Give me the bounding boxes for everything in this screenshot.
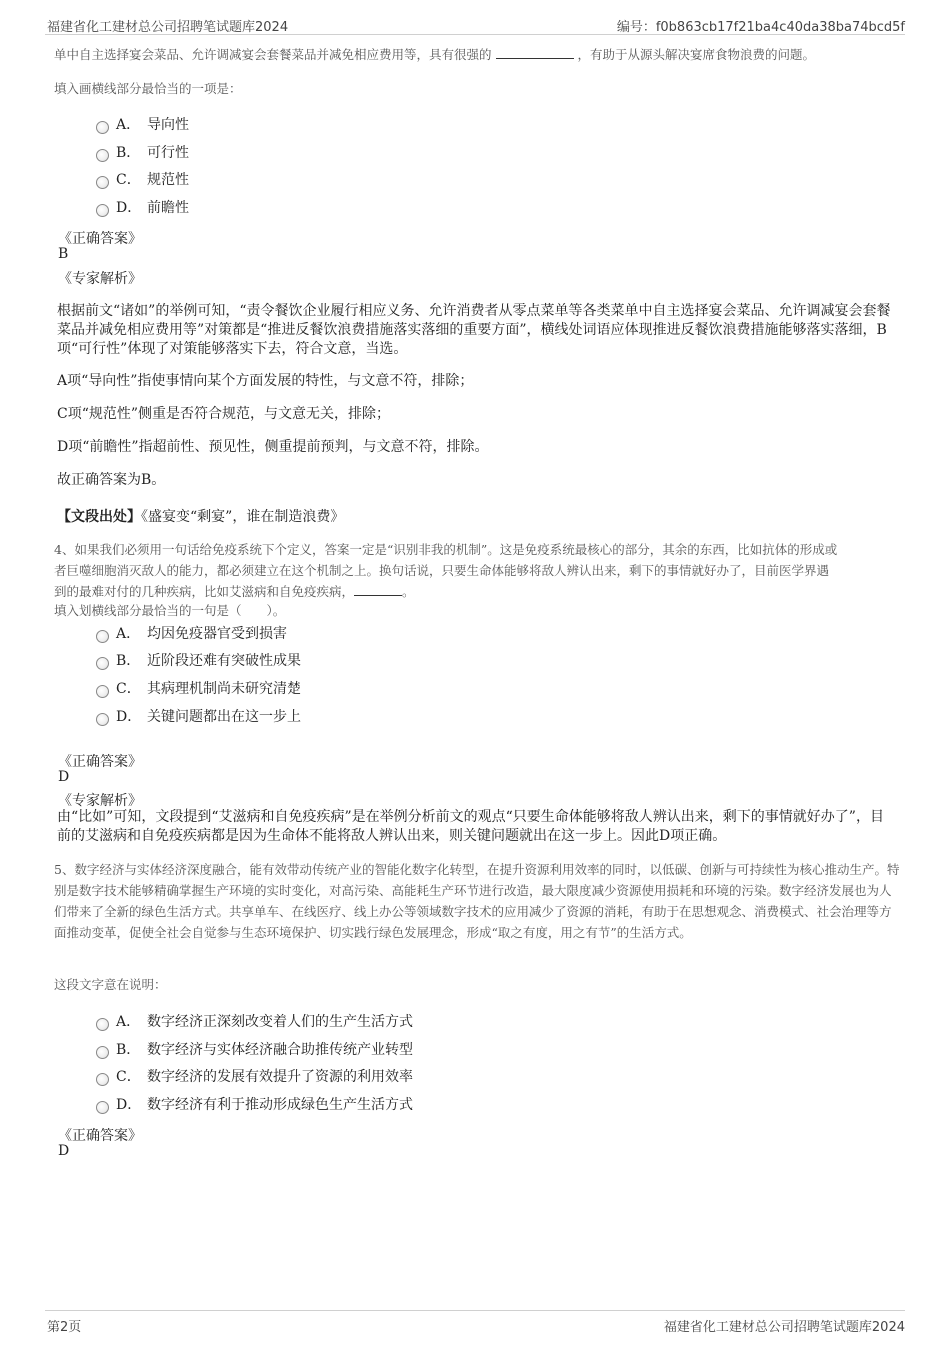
q3-analysis-label: 《专家解析》 [58,271,142,287]
q3-option-a[interactable]: A． 导向性 [96,114,189,134]
radio-icon[interactable] [96,176,109,189]
q3-prompt: 填入画横线部分最恰当的一项是： [54,81,242,96]
q5-stem: 5、数字经济与实体经济深度融合，能有效带动传统产业的智能化数字化转型，在提升资源利用效率的同时，以低碳、创新与可持续性为核心推动生产。特别是数字技术能够精确掌握生产环境的实时变化，对高污染、高能耗生产环节进行改造，最大限度减少资源使用损耗和环境的污染。数字经济发展也为人们带来了全新的绿色生活方式。共享单车、在线医疗、线上办公等领域数字技术的应用减少了资源的消耗，有助于在思想观念、消费模式、社会治理等方面推动变革，促使全社会自觉参与生态环境保护、切实践行绿色发展理念，形成“取之有度，用之有节”的生活方式。 [54,862,900,940]
radio-icon[interactable] [96,1018,109,1031]
q4-option-d[interactable]: D． 关键问题都出在这一步上 [96,706,301,726]
q5-option-d[interactable]: D． 数字经济有利于推动形成绿色生产生活方式 [96,1094,413,1114]
radio-icon[interactable] [96,1046,109,1059]
q3-source [57,506,344,526]
q4-option-a[interactable]: A． 均因免疫器官受到损害 [96,623,287,643]
radio-icon[interactable] [96,630,109,643]
radio-icon[interactable] [96,149,109,162]
q3-analysis-c: C项“规范性”侧重是否符合规范，与文意无关，排除； [57,406,391,422]
q5-prompt: 这段文字意在说明： [54,977,167,992]
q4-answer: D [58,769,70,785]
q4-option-c[interactable]: C． 其病理机制尚未研究清楚 [96,678,301,698]
q3-option-b[interactable]: B． 可行性 [96,142,189,162]
q5-option-a[interactable]: A． 数字经济正深刻改变着人们的生产生活方式 [96,1011,413,1031]
radio-icon[interactable] [96,1101,109,1114]
radio-icon[interactable] [96,713,109,726]
q3-answer: B [58,246,69,262]
page-header [45,14,905,35]
q3-analysis-d: D项“前瞻性”指超前性、预见性，侧重提前预判，与文意不符，排除。 [57,439,489,455]
radio-icon[interactable] [96,1073,109,1086]
footer-title: 福建省化工建材总公司招聘笔试题库2024 [663,1320,905,1335]
q4-stem-line2: 者巨噬细胞消灭敌人的能力，都必须建立在这个机制之上。换句话说，只要生命体能够将敌人辨认出来，剩下的事情就好办了，目前医学界遇 [54,563,830,578]
q4-stem-line1: 4、如果我们必须用一句话给免疫系统下个定义，答案一定是“识别非我的机制”。这是免疫系统最核心的部分，其余的东西，比如抗体的形成或 [54,542,838,557]
radio-icon[interactable] [96,657,109,670]
q3-analysis-conclusion: 故正确答案为B。 [57,472,166,488]
radio-icon[interactable] [96,204,109,217]
q3-blank [496,46,574,59]
q5-option-b[interactable]: B． 数字经济与实体经济融合助推传统产业转型 [96,1039,413,1059]
q3-option-c[interactable]: C． 规范性 [96,169,189,189]
page-footer [45,1310,905,1333]
q3-analysis-a: A项“导向性”指使事情向某个方面发展的特性，与文意不符，排除； [57,373,474,389]
radio-icon[interactable] [96,685,109,698]
header-doc-id: 编号：f0b863cb17f21ba4c40da38ba74bcd5f [616,20,905,35]
q4-analysis-label: 《专家解析》 [58,793,142,809]
radio-icon[interactable] [96,121,109,134]
q4-stem-line3: 到的最难对付的几种疾病，比如艾滋病和自免疫疾病， 。 [54,584,415,599]
q3-stem: 单中自主选择宴会菜品、允许调减宴会套餐菜品并减免相应费用等，具有很强的 ，有助于从源头解决宴席食物浪费的问题。 [54,47,815,62]
q4-option-b[interactable]: B． 近阶段还难有突破性成果 [96,650,301,670]
q5-answer: D [58,1143,70,1159]
q5-option-c[interactable]: C． 数字经济的发展有效提升了资源的利用效率 [96,1066,413,1086]
q3-option-d[interactable]: D． 前瞻性 [96,197,189,217]
q3-source-text: 《盛宴变“剩宴”，谁在制造浪费》 [141,509,345,525]
page-number: 第2页 [47,1320,82,1335]
q3-answer-label: 《正确答案》 [58,231,142,247]
q3-source-label: 【文段出处】 [57,509,141,525]
q4-prompt: 填入划横线部分最恰当的一句是（ ）。 [54,603,286,618]
q3-analysis-main: 根据前文“诸如”的举例可知，“责令餐饮企业履行相应义务、允许消费者从零点菜单等各类菜单中自主选择宴会菜品、允许调减宴会套餐菜品并减免相应费用等”对策都是“推进反餐饮浪费措施落实落细的重要方面”，横线处词语应体现推进反餐饮浪费措施能够落实落细，B项“可行性”体现了对策能够落实下去，符合文意，当选。 [57,303,891,357]
q4-blank [354,583,402,596]
q4-analysis: 由“比如”可知，文段提到“艾滋病和自免疫疾病”是在举例分析前文的观点“只要生命体能够将敌人辨认出来，剩下的事情就好办了”，目前的艾滋病和自免疫疾病都是因为生命体不能将敌人辨认出来，则关键问题就出在这一步上。因此D项正确。 [57,809,884,844]
header-title: 福建省化工建材总公司招聘笔试题库2024 [47,20,289,35]
q5-answer-label: 《正确答案》 [58,1128,142,1144]
q4-answer-label: 《正确答案》 [58,754,142,770]
